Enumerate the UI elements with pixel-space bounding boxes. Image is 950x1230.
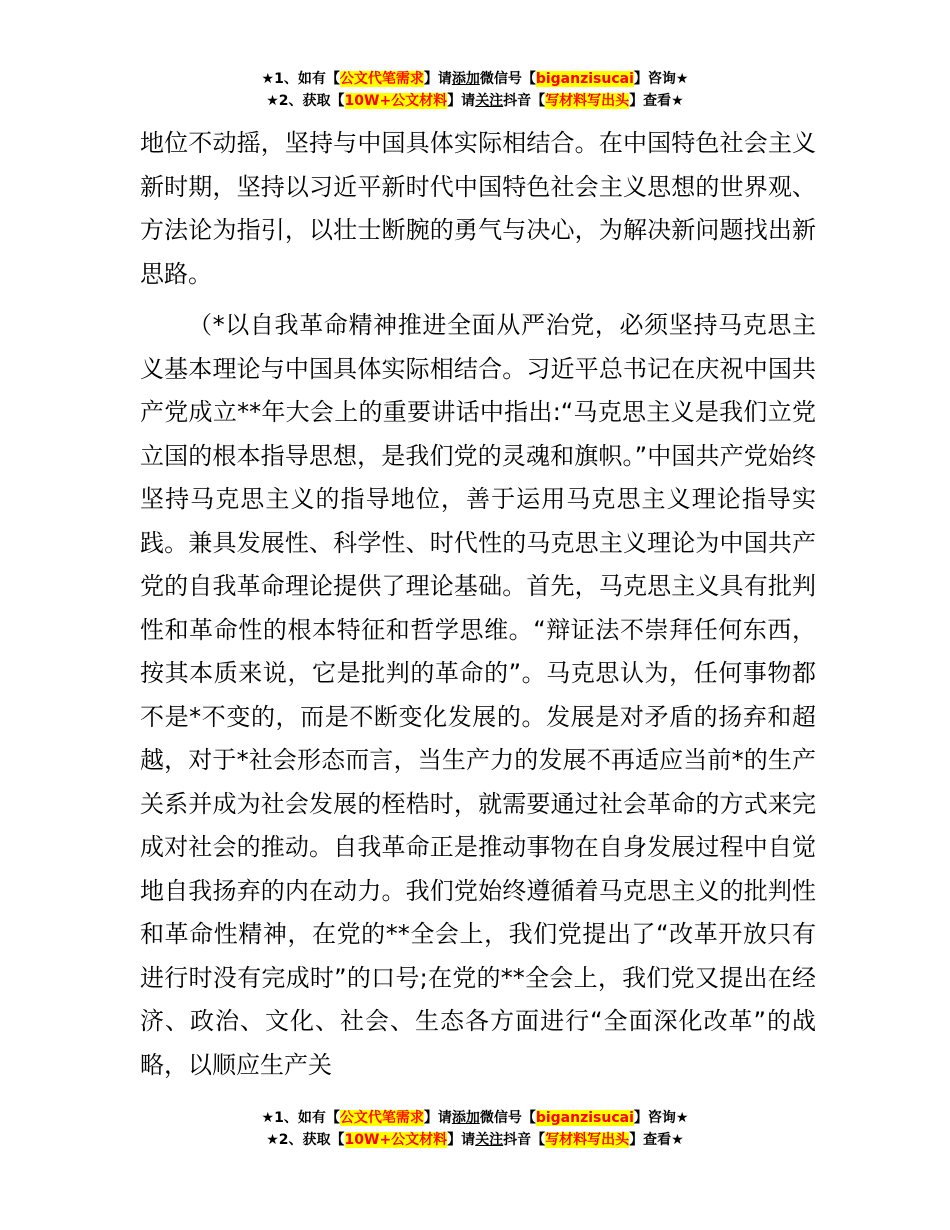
wechat-id-highlight: biganzisucai [535, 71, 634, 87]
service-highlight: 公文代笔需求 [339, 1110, 424, 1126]
offer-highlight: 10W+公文材料 [344, 1132, 448, 1148]
wechat-id-highlight: biganzisucai [535, 1110, 634, 1126]
body-paragraph-2: （*以自我革命精神推进全面从严治党，必须坚持马克思主义基本理论与中国具体实际相结合。习近平总书记在庆祝中国共产党成立**年大会上的重要讲话中指出:“马克思主义是我们立党立国的根本指导思想，是我们党的灵魂和旗帜。”中国共产党始终坚持马克思主义的指导地位，善于运用马克思主义理论指导实践。兼具发展性、科学性、时代性的马克思主义理论为中国共产党的自我革命理论提供了理论基础。首先，马克思主义具有批判性和革命性的根本特征和哲学思维。“辩证法不崇拜任何东西，按其本质来说，它是批判的革命的”。马克思认为，任何事物都不是*不变的，而是不断变化发展的。发展是对矛盾的扬弃和超越，对于*社会形态而言，当生产力的发展不再适应当前*的生产关系并成为社会发展的桎梏时，就需要通过社会革命的方式来完成对社会的推动。自我革命正是推动事物在自身发展过程中自觉地自我扬弃的内在动力。我们党始终遵循着马克思主义的批判性和革命性精神，在党的**全会上，我们党提出了“改革开放只有进行时没有完成时”的口号;在党的**全会上，我们党又提出在经济、政治、文化、社会、生态各方面进行“全面深化改革”的战略，以顺应生产关 [140, 311, 816, 1079]
add-emphasis: 添加 [451, 1110, 480, 1126]
banner-line-2: ★2、获取【10W+公文材料】请关注抖音【写材料写出头】查看★ [266, 1132, 684, 1148]
douyin-id-highlight: 写材料写出头 [545, 1132, 630, 1148]
follow-emphasis: 关注 [475, 93, 504, 109]
header-banner [0, 68, 950, 112]
banner-line-1: ★1、如有【公文代笔需求】请添加微信号【biganzisucai】咨询★ [261, 1110, 689, 1126]
follow-emphasis: 关注 [475, 1132, 504, 1148]
add-emphasis: 添加 [451, 71, 480, 87]
document-body [140, 122, 816, 1087]
offer-highlight: 10W+公文材料 [344, 93, 448, 109]
service-highlight: 公文代笔需求 [339, 71, 424, 87]
body-paragraph-1: 地位不动摇，坚持与中国具体实际相结合。在中国特色社会主义新时期，坚持以习近平新时代中国特色社会主义思想的世界观、方法论为指引，以壮士断腕的勇气与决心，为解决新问题找出新思路。 [140, 129, 816, 288]
footer-banner [0, 1107, 950, 1151]
banner-line-1: ★1、如有【公文代笔需求】请添加微信号【biganzisucai】咨询★ [261, 71, 689, 87]
douyin-id-highlight: 写材料写出头 [545, 93, 630, 109]
banner-line-2: ★2、获取【10W+公文材料】请关注抖音【写材料写出头】查看★ [266, 93, 684, 109]
